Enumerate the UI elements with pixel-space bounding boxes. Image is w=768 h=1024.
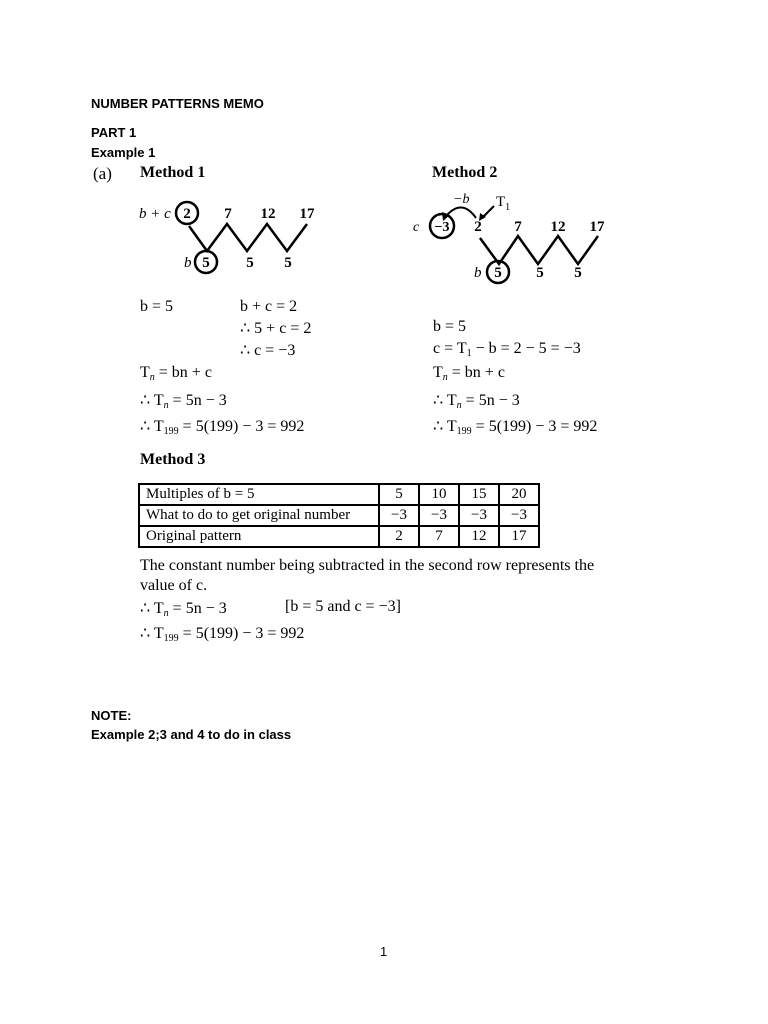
m1-line-c: ∴ c = −3 (240, 342, 296, 359)
table-cell: 17 (499, 526, 539, 547)
m2-diff-label: b (474, 265, 482, 281)
example-heading: Example 1 (91, 145, 156, 160)
method1-diagram (135, 196, 335, 276)
m1-seq-term: 2 (183, 206, 191, 222)
part-label: (a) (93, 164, 112, 183)
table-cell: 10 (419, 484, 459, 505)
note-text: Example 2;3 and 4 to do in class (91, 727, 292, 742)
m2-t1-label: $T_1$ (496, 194, 511, 213)
m1-seq-term: 17 (299, 206, 315, 222)
method2-title: Method 2 (432, 164, 498, 181)
note-title: NOTE: (91, 708, 132, 723)
m3-bracket-note: [b = 5 and c = −3] (285, 598, 401, 615)
table-cell: 12 (459, 526, 499, 547)
table-cell: 15 (459, 484, 499, 505)
m1-seq-label: b + c (139, 206, 171, 222)
document-title: NUMBER PATTERNS MEMO (91, 96, 264, 111)
m2-t199: ∴ $T_{199} = 5(199) - 3 = 992$ (433, 418, 598, 437)
m3-tn-formula: ∴ $T_n = 5n - 3$ (140, 600, 227, 619)
method3-table (138, 483, 540, 548)
m2-diff: 5 (536, 265, 544, 281)
m1-line-b: b = 5 (140, 298, 174, 315)
method1-title: Method 1 (140, 164, 206, 181)
method3-title: Method 3 (140, 451, 206, 468)
m3-text-line2: value of c. (140, 577, 208, 594)
m1-zigzag (189, 224, 307, 251)
table-row (139, 505, 539, 526)
part-heading: PART 1 (91, 125, 137, 140)
table-cell: What to do to get original number (139, 505, 379, 526)
table-cell: Multiples of b = 5 (139, 484, 379, 505)
table-cell: −3 (459, 505, 499, 526)
m1-seq-term: 12 (260, 206, 276, 222)
m1-tn-formula: ∴ $T_n = 5n - 3$ (140, 392, 227, 411)
m1-line-bc: b + c = 2 (240, 298, 298, 315)
m3-t199: ∴ $T_{199} = 5(199) - 3 = 992$ (140, 625, 305, 644)
m2-tn-general: $T_n$ = bn + c (433, 364, 505, 383)
table-cell: 2 (379, 526, 419, 547)
m2-diff: 5 (574, 265, 582, 281)
m1-diff: 5 (202, 255, 210, 271)
table-cell: Original pattern (139, 526, 379, 547)
m3-text-line1: The constant number being subtracted in the second row represents the (140, 557, 595, 574)
table-cell: −3 (419, 505, 459, 526)
m2-line-c: $c = T_1 - b = 2 - 5 = -3$ (433, 340, 581, 359)
m1-line-5c: ∴ 5 + c = 2 (240, 320, 312, 337)
m2-c-value: −3 (434, 220, 450, 235)
m1-diff-label: b (184, 255, 192, 271)
m2-c-label: c (413, 220, 420, 235)
m1-t199: ∴ $T_{199} = 5(199) - 3 = 992$ (140, 418, 305, 437)
table-cell: 5 (379, 484, 419, 505)
m1-diff: 5 (284, 255, 292, 271)
m2-minus-b: −b (453, 192, 470, 207)
table-row (139, 484, 539, 505)
table-cell: −3 (499, 505, 539, 526)
table-cell: 7 (419, 526, 459, 547)
m1-seq-term: 7 (224, 206, 232, 222)
m1-diff: 5 (246, 255, 254, 271)
m2-seq-term: 7 (514, 219, 522, 235)
m2-line-b: b = 5 (433, 318, 467, 335)
m2-seq-term: 17 (589, 219, 605, 235)
m2-diff: 5 (494, 265, 502, 281)
m1-tn-general: $T_n$ = bn + c (140, 364, 212, 383)
page-number: 1 (380, 944, 388, 959)
m2-seq-term: 12 (550, 219, 566, 235)
method2-diagram (410, 186, 630, 286)
table-cell: −3 (379, 505, 419, 526)
m2-seq-term: 2 (474, 219, 482, 235)
m2-tn-formula: ∴ $T_n = 5n - 3$ (433, 392, 520, 411)
table-cell: 20 (499, 484, 539, 505)
table-row (139, 526, 539, 547)
